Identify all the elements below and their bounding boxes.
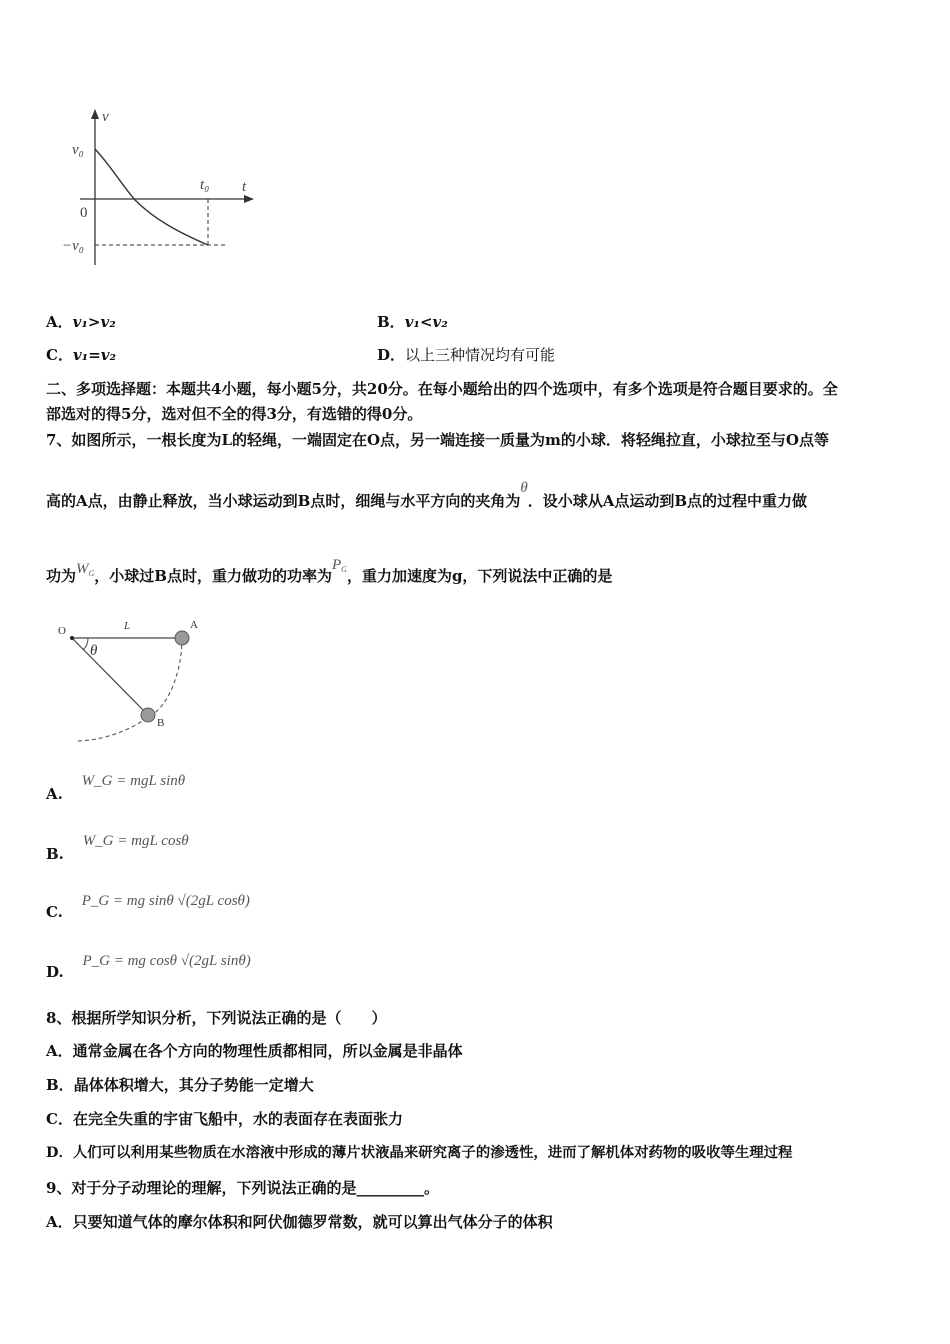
option-text: 人们可以利用某些物质在水溶液中形成的薄片状液晶来研究离子的渗透性，进而了解机体对药物的吸收等生理过程	[72, 1144, 793, 1161]
q7-option-d	[46, 950, 251, 981]
axis-v-label: v	[102, 109, 109, 125]
option-label: A．	[46, 1042, 73, 1060]
q8-option-b	[46, 1075, 314, 1095]
option-label: B．	[377, 313, 405, 331]
label-a: A	[190, 619, 198, 631]
pendulum-figure	[52, 614, 232, 749]
pg-symbol	[332, 557, 347, 573]
option-label: D.	[46, 963, 64, 981]
section2-line2: 部选对的得5分，选对但不全的得3分，有选错的得0分。	[46, 405, 423, 423]
option-label: C．	[46, 346, 73, 364]
q7-line1: 7、如图所示，一根长度为L的轻绳，一端固定在O点，另一端连接一质量为m的小球．将轻绳拉直，小球拉至与O点等	[46, 431, 829, 449]
wg-symbol	[76, 561, 94, 577]
q7-line2-a: 高的A点，由静止释放，当小球运动到B点时，细绳与水平方向的夹角为	[46, 492, 521, 510]
q7-line2-b: ．设小球从A点运动到B点的过程中重力做	[527, 492, 808, 510]
label-theta: θ	[90, 643, 98, 659]
section2-line1: 二、多项选择题：本题共4小题，每小题5分，共20分。在每小题给出的四个选项中，有多个选项是符合题目要求的。全	[46, 380, 838, 398]
option-text: v₁=v₂	[72, 346, 117, 364]
q7-line3-b: ，小球过B点时，重力做功的功率为	[94, 567, 332, 585]
v0-label: v₀	[72, 142, 84, 158]
option-label: A.	[46, 785, 63, 803]
option-text: 通常金属在各个方向的物理性质都相同，所以金属是非晶体	[72, 1042, 463, 1060]
q8-option-a	[46, 1041, 463, 1061]
t0-label: t₀	[200, 177, 210, 193]
ball-b	[141, 708, 155, 722]
formula-d: P_G = mg cosθ √(2gL sinθ)	[82, 953, 251, 969]
neg-v0-label: −v₀	[62, 238, 84, 254]
formula-c: P_G = mg sinθ √(2gL cosθ)	[81, 893, 250, 909]
origin-label: 0	[80, 205, 88, 221]
theta-symbol: θ	[520, 480, 528, 496]
q8-option-d	[46, 1143, 792, 1163]
option-text: 只要知道气体的摩尔体积和阿伏伽德罗常数，就可以算出气体分子的体积	[72, 1213, 553, 1231]
q6-option-b	[377, 312, 448, 332]
q8-stem: 8、根据所学知识分析，下列说法正确的是（ ）	[46, 1009, 387, 1027]
v-axis-arrow	[91, 109, 99, 119]
option-text: 在完全失重的宇宙飞船中，水的表面存在表面张力	[72, 1110, 403, 1128]
q7-line2	[46, 480, 808, 512]
option-label: C.	[46, 903, 63, 921]
q7-option-c	[46, 890, 250, 921]
q9-stem-end: 。	[423, 1179, 439, 1197]
q7-line3-a: 功为	[46, 567, 77, 585]
pivot-point	[70, 636, 74, 640]
axis-t-label: t	[242, 179, 247, 195]
t-axis-arrow	[244, 195, 254, 203]
label-l: L	[124, 620, 131, 632]
q6-option-a	[46, 312, 116, 332]
theta-arc	[83, 638, 88, 650]
q8-option-c	[46, 1109, 403, 1129]
label-b: B	[157, 717, 165, 729]
velocity-curve	[95, 149, 208, 245]
formula-a: W_G = mgL sinθ	[81, 773, 186, 789]
option-label: C．	[46, 1110, 73, 1128]
option-text: v₁>v₂	[72, 313, 116, 331]
option-label: B．	[46, 1076, 74, 1094]
pg-sub: G	[341, 565, 347, 574]
q7-option-a	[46, 770, 186, 803]
q9-option-a	[46, 1212, 553, 1232]
option-text: v₁<v₂	[404, 313, 448, 331]
wg-main: W	[76, 561, 89, 577]
option-text: 晶体体积增大，其分子势能一定增大	[73, 1076, 314, 1094]
q7-option-b	[46, 830, 189, 863]
q9-stem	[46, 1178, 439, 1198]
q6-option-c	[46, 345, 116, 365]
option-label: B.	[46, 845, 64, 863]
label-o: O	[58, 625, 66, 637]
option-text: 以上三种情况均有可能	[405, 346, 556, 364]
wg-sub: G	[88, 569, 95, 578]
q9-stem-text: 9、对于分子动理论的理解，下列说法正确的是	[46, 1179, 357, 1197]
ball-a	[175, 631, 189, 645]
q6-option-d	[377, 345, 555, 365]
option-label: D．	[377, 346, 406, 364]
option-label: D．	[46, 1144, 73, 1161]
q9-blank: _________	[356, 1179, 424, 1197]
pg-main: P	[331, 557, 342, 573]
q7-line3	[46, 557, 613, 592]
option-label: A．	[46, 1213, 73, 1231]
option-label: A．	[46, 313, 73, 331]
velocity-time-graph	[60, 105, 290, 280]
formula-b: W_G = mgL cosθ	[82, 833, 189, 849]
q7-line3-c: ，重力加速度为g，下列说法中正确的是	[346, 567, 613, 585]
